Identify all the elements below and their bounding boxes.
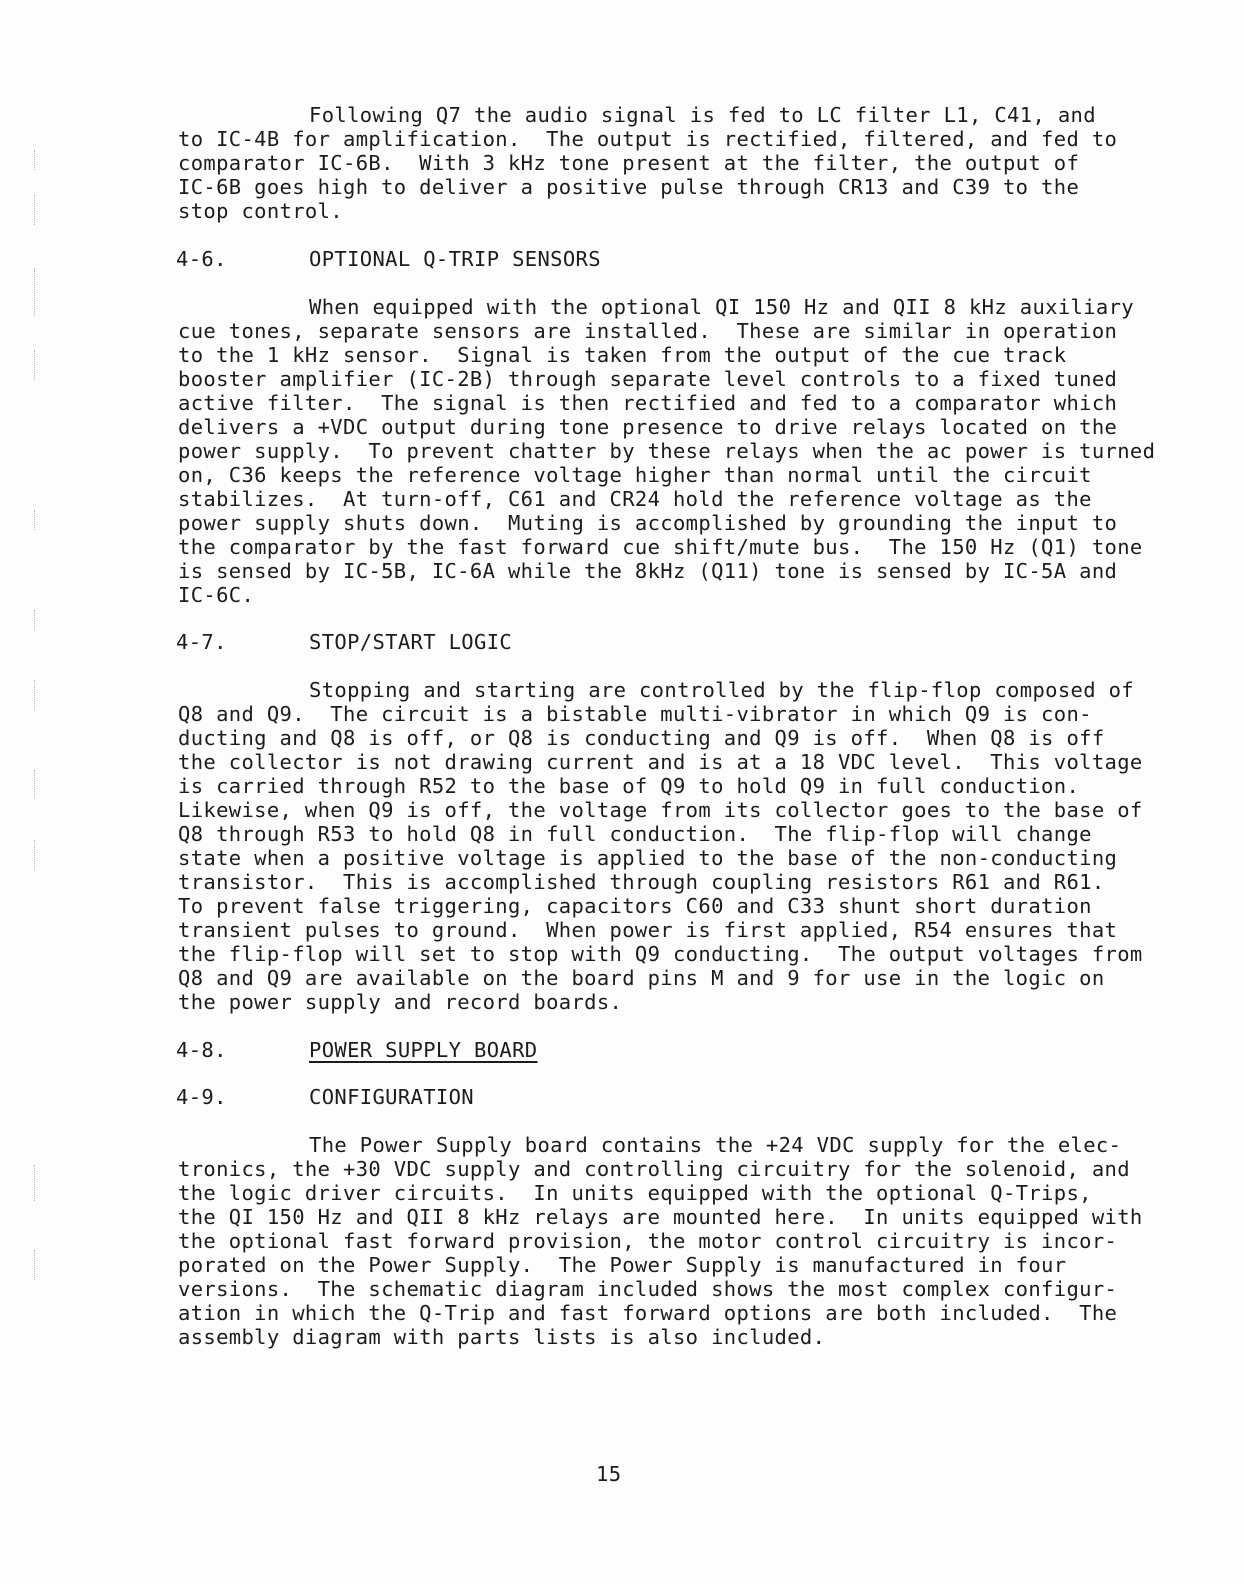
scan-mark (34, 1165, 36, 1201)
text-line: tronics, the +30 VDC supply and controlling circuitry for the solenoid, and (178, 1157, 1130, 1181)
scan-mark (34, 770, 36, 798)
text-line: the flip-flop will set to stop with Q9 conducting. The output voltages from (178, 942, 1143, 966)
text-line: comparator IC-6B. With 3 kHz tone present at the filter, the output of (178, 151, 1080, 175)
text-line: To prevent false triggering, capacitors C60 and C33 shunt short duration (178, 894, 1092, 918)
text-line: the comparator by the fast forward cue shift/mute bus. The 150 Hz (Q1) tone (178, 535, 1143, 559)
text-line: stabilizes. At turn-off, C61 and CR24 hold the reference voltage as the (178, 487, 1092, 511)
section-title: CONFIGURATION (309, 1085, 474, 1109)
text-line: When equipped with the optional QI 150 Hz and QII 8 kHz auxiliary (309, 295, 1134, 319)
text-line: the collector is not drawing current and is at a 18 VDC level. This voltage (178, 750, 1143, 774)
text-line: to the 1 kHz sensor. Signal is taken from the output of the cue track (178, 343, 1067, 367)
text-line: to IC-4B for amplification. The output is rectified, filtered, and fed to (178, 127, 1118, 151)
scan-mark (34, 840, 36, 870)
text-line: Q8 through R53 to hold Q8 in full conduction. The flip-flop will change (178, 822, 1092, 846)
text-line: Likewise, when Q9 is off, the voltage from its collector goes to the base of (178, 798, 1143, 822)
text-line: the optional fast forward provision, the motor control circuitry is incor- (178, 1229, 1118, 1253)
text-line: Q8 and Q9 are available on the board pins M and 9 for use in the logic on (178, 966, 1105, 990)
page-number: 15 (596, 1462, 622, 1486)
text-line: on, C36 keeps the reference voltage higher than normal until the circuit (178, 463, 1092, 487)
text-line: assembly diagram with parts lists is also included. (178, 1325, 826, 1349)
text-line: The Power Supply board contains the +24 VDC supply for the elec- (309, 1133, 1122, 1157)
section-title: OPTIONAL Q-TRIP SENSORS (309, 247, 601, 271)
text-line: Following Q7 the audio signal is fed to LC filter L1, C41, and (309, 103, 1096, 127)
text-line: is sensed by IC-5B, IC-6A while the 8kHz (Q11) tone is sensed by IC-5A and (178, 559, 1118, 583)
text-line: power supply shuts down. Muting is accomplished by grounding the input to (178, 511, 1118, 535)
text-line: booster amplifier (IC-2B) through separate level controls to a fixed tuned (178, 367, 1118, 391)
scan-mark (34, 610, 36, 630)
section-title: STOP/START LOGIC (309, 630, 513, 654)
text-line: transistor. This is accomplished through coupling resistors R61 and R61. (178, 870, 1105, 894)
section-title: POWER SUPPLY BOARD (309, 1038, 538, 1062)
text-line: state when a positive voltage is applied to the base of the non-conducting (178, 846, 1118, 870)
text-line: the logic driver circuits. In units equipped with the optional Q-Trips, (178, 1181, 1092, 1205)
text-line: porated on the Power Supply. The Power Supply is manufactured in four (178, 1253, 1067, 1277)
scan-mark (34, 195, 36, 225)
text-line: transient pulses to ground. When power is first applied, R54 ensures that (178, 918, 1118, 942)
text-line: Stopping and starting are controlled by the flip-flop composed of (309, 678, 1134, 702)
text-line: the power supply and record boards. (178, 990, 623, 1014)
section-number: 4-9. (176, 1085, 227, 1109)
text-line: power supply. To prevent chatter by these relays when the ac power is turned (178, 439, 1156, 463)
text-line: versions. The schematic diagram included shows the most complex configur- (178, 1277, 1118, 1301)
text-line: stop control. (178, 199, 343, 223)
text-line: IC-6B goes high to deliver a positive pulse through CR13 and C39 to the (178, 175, 1080, 199)
section-number: 4-7. (176, 630, 227, 654)
text-line: active filter. The signal is then rectified and fed to a comparator which (178, 391, 1118, 415)
scan-mark (34, 1250, 36, 1280)
scan-mark (34, 268, 36, 316)
section-number: 4-8. (176, 1038, 227, 1062)
text-line: ducting and Q8 is off, or Q8 is conducting and Q9 is off. When Q8 is off (178, 726, 1105, 750)
text-line: delivers a +VDC output during tone presence to drive relays located on the (178, 415, 1118, 439)
scan-mark (34, 350, 36, 380)
scan-mark (34, 680, 36, 710)
section-number: 4-6. (176, 247, 227, 271)
text-line: Q8 and Q9. The circuit is a bistable multi-vibrator in which Q9 is con- (178, 702, 1092, 726)
text-line: ation in which the Q-Trip and fast forward options are both included. The (178, 1301, 1118, 1325)
scan-mark (34, 150, 36, 170)
text-line: IC-6C. (178, 583, 255, 607)
text-line: is carried through R52 to the base of Q9 to hold Q9 in full conduction. (178, 774, 1080, 798)
text-line: the QI 150 Hz and QII 8 kHz relays are mounted here. In units equipped with (178, 1205, 1143, 1229)
text-line: cue tones, separate sensors are installed. These are similar in operation (178, 319, 1118, 343)
scan-mark (34, 510, 36, 530)
scan-margin-marks (30, 0, 40, 1584)
